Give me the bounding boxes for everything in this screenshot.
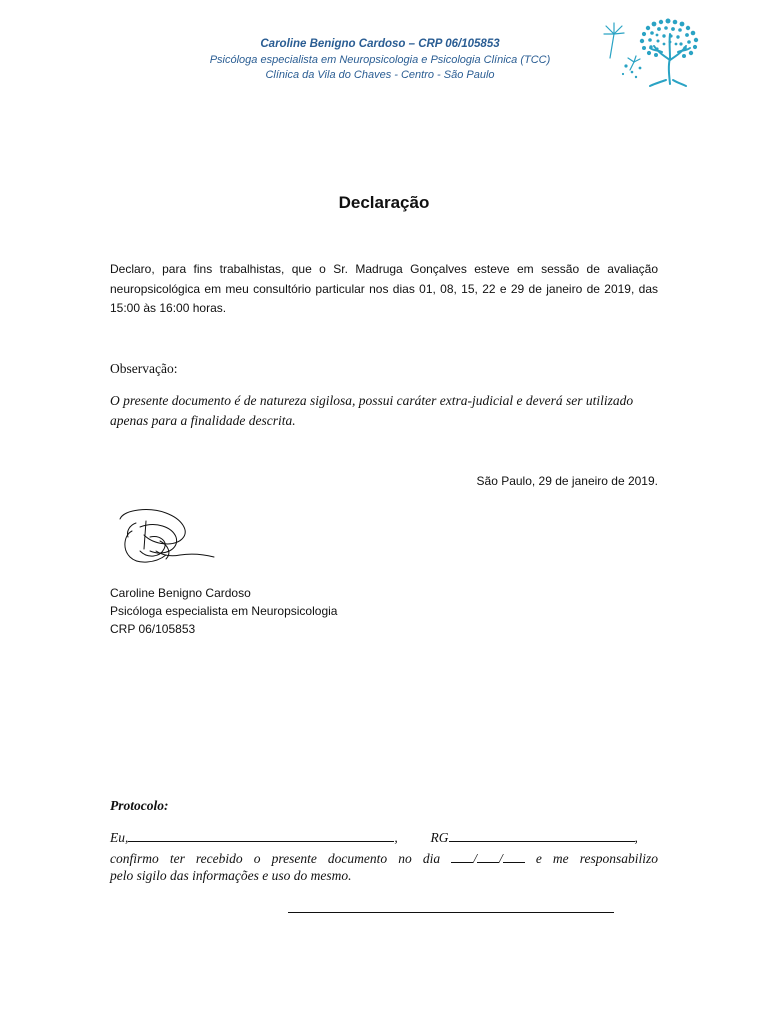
year-blank-field[interactable] [503, 849, 525, 863]
header-specialty-line: Psicóloga especialista em Neuropsicologia e Psicologia Clínica (TCC) [209, 54, 551, 66]
observation-title: Observação: [110, 361, 178, 376]
receiver-signature-line[interactable] [288, 912, 614, 913]
protocol-title: Protocolo: [110, 798, 169, 813]
observation-text: O presente documento é de natureza sigilosa, possui caráter extra-judicial e deverá ser utilizado apenas para a finalidade descrita. [110, 393, 634, 428]
protocol-rg-label: RG [430, 830, 449, 845]
date-slash-2: / [498, 851, 503, 866]
date-slash-1: / [473, 851, 477, 866]
name-blank-field[interactable] [128, 828, 394, 842]
month-blank-field[interactable] [477, 849, 499, 863]
signer-role: Psicóloga especialista em Neuropsicologia [110, 604, 338, 618]
date-line: São Paulo, 29 de janeiro de 2019. [476, 474, 658, 488]
protocol-line-2 [110, 849, 658, 867]
header-name-line: Caroline Benigno Cardoso – CRP 06/105853 [260, 38, 500, 50]
protocol-responsible-text: e me responsabilizo [535, 851, 658, 866]
protocol-confirm-text: confirmo ter recebido o presente documento no dia [110, 851, 441, 866]
day-blank-field[interactable] [451, 849, 473, 863]
brain-tree-logo [596, 14, 716, 90]
header-address-line: Clínica da Vila do Chaves - Centro - São Paulo [265, 69, 495, 81]
document-title: Declaração [338, 193, 430, 212]
signer-block [110, 584, 337, 638]
protocol-last-line: pelo sigilo das informações e uso do mesmo. [110, 868, 352, 883]
protocol-eu-label: Eu, [110, 830, 129, 845]
rg-blank-field[interactable] [449, 828, 635, 842]
declaration-body: Declaro, para fins trabalhistas, que o Sr. Madruga Gonçalves esteve em sessão de avaliação neuropsicológica em meu consultório particular nos dias 01, 08, 15, 22 e 29 de janeiro de 2019, das 15:00 às 16:00 horas. [110, 262, 658, 315]
protocol-comma-2: , [634, 830, 638, 845]
signer-name: Caroline Benigno Cardoso [110, 586, 251, 600]
protocol-line-1 [110, 828, 658, 846]
signer-crp: CRP 06/105853 [110, 622, 196, 636]
handwritten-signature [110, 505, 222, 571]
protocol-comma: , [394, 830, 398, 845]
